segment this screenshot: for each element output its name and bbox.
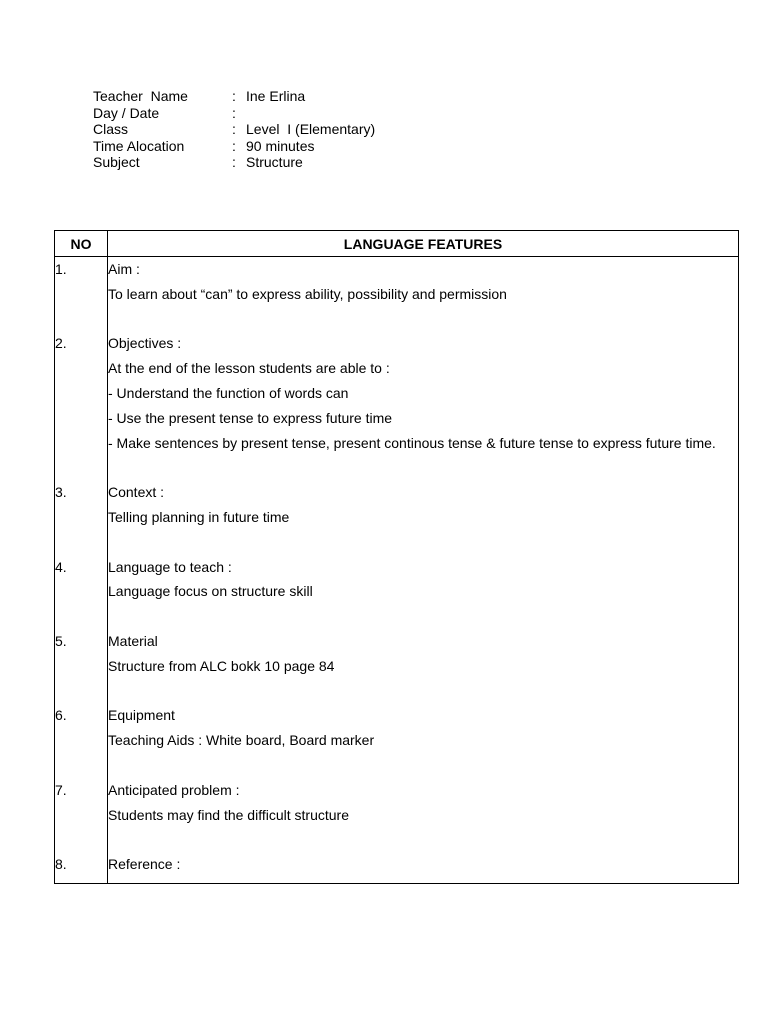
day-date-label: Day / Date [93, 104, 160, 121]
header-colon: : [232, 137, 236, 154]
feature-line: At the end of the lesson students are able to : [108, 360, 390, 377]
feature-line: - Make sentences by present tense, present continous tense & future tense to express future time. [108, 434, 716, 451]
feature-line: - Understand the function of words can [108, 384, 349, 401]
class-label: Class [93, 121, 129, 138]
feature-line: - Use the present tense to express future time [108, 409, 393, 426]
list-item-number: 1. [55, 261, 67, 277]
feature-title: Reference : [108, 856, 181, 873]
feature-title: Context : [108, 484, 165, 501]
header-colon: : [232, 154, 236, 171]
list-item-number: 4. [55, 558, 67, 575]
header-colon: : [232, 121, 236, 138]
feature-title: Language to teach : [108, 558, 232, 575]
feature-material [108, 629, 738, 703]
lesson-plan-header [93, 88, 375, 171]
table-header-row [55, 231, 739, 257]
header-row-class [93, 121, 375, 138]
list-item-number: 3. [55, 484, 67, 501]
table-body-row [55, 257, 739, 884]
list-item-number: 2. [55, 335, 67, 352]
column-header-language-features: LANGUAGE FEATURES [108, 231, 739, 257]
feature-line: Language focus on structure skill [108, 583, 313, 600]
feature-reference [108, 852, 738, 883]
feature-context [108, 480, 738, 554]
teacher-name-label: Teacher Name [93, 88, 188, 104]
time-allocation-label: Time Alocation [93, 137, 185, 154]
header-row-time [93, 138, 375, 155]
subject-label: Subject [93, 154, 140, 171]
feature-line: Students may find the difficult structure [108, 806, 349, 823]
feature-equipment [108, 703, 738, 777]
header-row-teacher [93, 88, 375, 105]
header-row-subject [93, 154, 375, 171]
feature-language-to-teach [108, 555, 738, 629]
feature-aim [108, 257, 738, 331]
list-item-number: 7. [55, 781, 67, 798]
language-features-table [54, 230, 739, 884]
feature-title: Aim : [108, 261, 140, 277]
feature-line: To learn about “can” to express ability, possibility and permission [108, 285, 507, 302]
feature-title: Material [108, 632, 158, 649]
feature-objectives [108, 331, 738, 480]
list-item-number: 6. [55, 707, 67, 724]
feature-line: Telling planning in future time [108, 508, 290, 525]
class-value: Level I (Elementary) [246, 121, 376, 138]
feature-line: Teaching Aids : White board, Board marker [108, 732, 375, 749]
list-item-number: 5. [55, 632, 67, 649]
column-header-no: NO [55, 231, 108, 257]
feature-anticipated-problem [108, 778, 738, 852]
feature-title: Equipment [108, 707, 175, 724]
teacher-name-value: Ine Erlina [246, 88, 306, 104]
feature-title: Objectives : [108, 335, 182, 352]
subject-value: Structure [246, 154, 303, 171]
feature-title: Anticipated problem : [108, 781, 240, 798]
time-allocation-value: 90 minutes [246, 137, 315, 154]
feature-line: Structure from ALC bokk 10 page 84 [108, 657, 335, 674]
header-colon: : [232, 88, 236, 104]
header-colon: : [232, 104, 236, 121]
features-column [108, 257, 739, 884]
number-column [55, 257, 108, 884]
list-item-number: 8. [55, 856, 67, 873]
header-row-date [93, 105, 375, 122]
